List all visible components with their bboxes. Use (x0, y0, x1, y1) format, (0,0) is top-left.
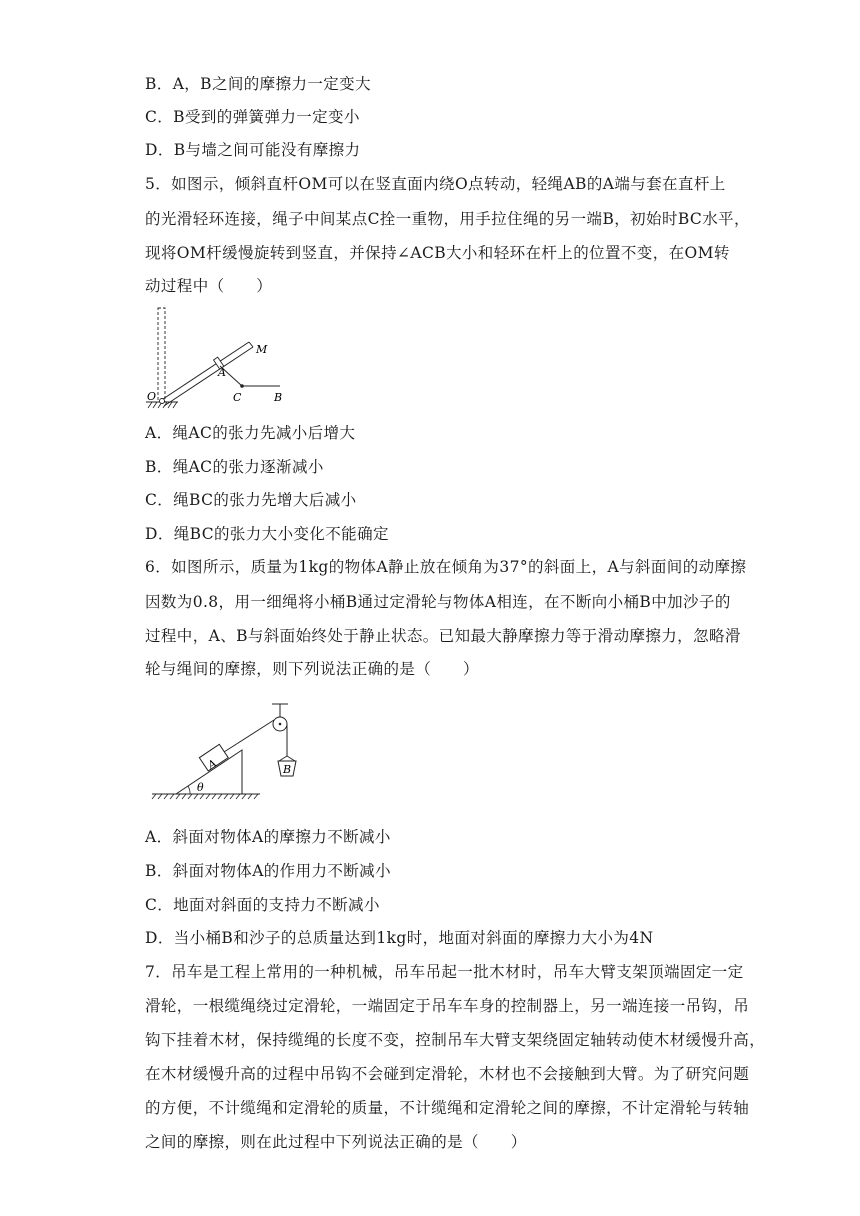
q5-option-c: C．绳BC的张力先增大后减小 (145, 491, 357, 509)
q5-stem-line-3: 现将OM杆缓慢旋转到竖直，并保持∠ACB大小和轻环在杆上的位置不变，在OM转 (145, 244, 730, 262)
q6-label-a: A (205, 756, 220, 773)
q5-label-c: C (233, 391, 242, 404)
q5-stem-line-2: 的光滑轻环连接，绳子中间某点C拴一重物，用手拉住绳的另一端B，初始时BC水平， (145, 210, 750, 228)
q5-figure-rotating-rod (140, 300, 300, 412)
q5-option-a: A．绳AC的张力先减小后增大 (145, 424, 356, 442)
q5-label-b: B (274, 391, 283, 404)
q7-stem-line-3: 钩下挂着木材，保持缆绳的长度不变，控制吊车大臂支架绕固定轴转动使木材缓慢升高， (145, 1031, 766, 1049)
q6-figure-incline-pulley (148, 698, 318, 804)
q7-stem-line-1: 7．吊车是工程上常用的一种机械，吊车吊起一批木材时，吊车大臂支架顶端固定一定 (145, 963, 744, 981)
q6-stem-line-4: 轮与绳间的摩擦，则下列说法正确的是（ ） (145, 660, 479, 678)
q5-stem-line-4: 动过程中（ ） (145, 277, 273, 295)
q5-stem-line-1: 5．如图示，倾斜直杆OM可以在竖直面内绕O点转动，轻绳AB的A端与套在直杆上 (145, 175, 726, 193)
q6-option-c: C．地面对斜面的支持力不断减小 (145, 896, 380, 914)
q7-stem-line-6: 之间的摩擦，则在此过程中下列说法正确的是（ ） (145, 1133, 527, 1151)
q5-option-d: D．绳BC的张力大小变化不能确定 (145, 525, 389, 543)
q6-stem-line-1: 6．如图所示，质量为1kg的物体A静止放在倾角为37°的斜面上，A与斜面间的动摩擦 (145, 558, 747, 576)
q5-option-b: B．绳AC的张力逐渐减小 (145, 458, 324, 476)
q7-stem-line-4: 在木材缓慢升高的过程中吊钩不会碰到定滑轮，木材也不会接触到大臂。为了研究问题 (145, 1065, 750, 1083)
q5-label-m: M (256, 343, 268, 356)
q7-stem-line-5: 的方便，不计缆绳和定滑轮的质量，不计缆绳和定滑轮之间的摩擦，不计定滑轮与转轴 (145, 1099, 750, 1117)
q6-label-theta: θ (197, 781, 204, 794)
q5-label-a: A (218, 366, 226, 379)
q6-option-d: D．当小桶B和沙子的总质量达到1kg时，地面对斜面的摩擦力大小为4N (145, 929, 654, 947)
q4-option-b: B．A，B之间的摩擦力一定变大 (145, 75, 371, 93)
q6-label-b: B (283, 763, 292, 776)
q4-option-d: D．B与墙之间可能没有摩擦力 (145, 141, 361, 159)
q5-label-o: O (147, 390, 157, 403)
q7-stem-line-2: 滑轮，一根缆绳绕过定滑轮，一端固定于吊车车身的控制器上，另一端连接一吊钩，吊 (145, 997, 750, 1015)
q6-option-a: A．斜面对物体A的摩擦力不断减小 (145, 828, 391, 846)
q6-stem-line-3: 过程中，A、B与斜面始终处于静止状态。已知最大静摩擦力等于滑动摩擦力，忽略滑 (145, 627, 741, 645)
q4-option-c: C．B受到的弹簧弹力一定变小 (145, 108, 360, 126)
q6-stem-line-2: 因数为0.8，用一细绳将小桶B通过定滑轮与物体A相连，在不断向小桶B中加沙子的 (145, 593, 731, 611)
q6-option-b: B．斜面对物体A的作用力不断减小 (145, 862, 391, 880)
